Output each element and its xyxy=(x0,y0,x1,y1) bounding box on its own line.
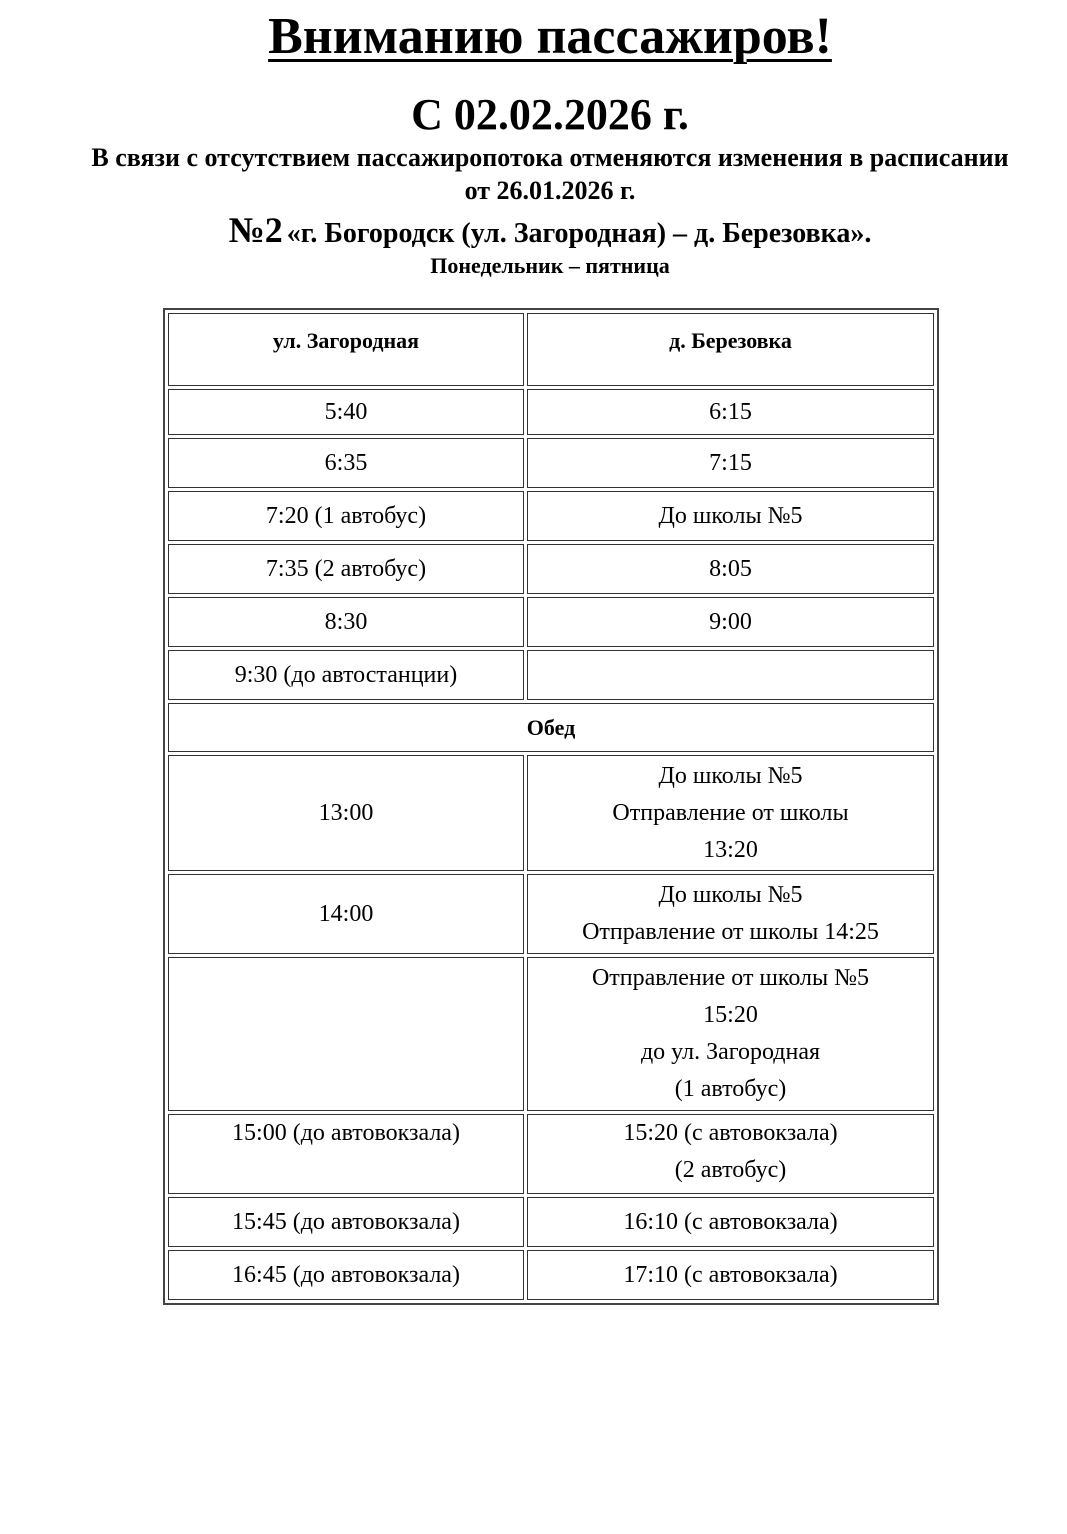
cell-line: (2 автобус) xyxy=(674,1157,787,1183)
route-number: №2 xyxy=(228,210,283,250)
cell-right xyxy=(527,389,934,435)
cell-left xyxy=(168,755,524,871)
table-row xyxy=(168,957,934,1111)
cell-line: 16:10 (с автовокзала) xyxy=(623,1208,838,1235)
cell-left xyxy=(168,1250,524,1300)
cell-line: 13:00 xyxy=(318,799,374,826)
column-header-berezovka: д. Березовка xyxy=(527,313,934,386)
cell-right xyxy=(527,1114,934,1194)
cell-left xyxy=(168,650,524,700)
table-row xyxy=(168,597,934,647)
cell-line: До школы №5 xyxy=(658,882,803,908)
cell-line: 16:45 (до автовокзала) xyxy=(232,1261,460,1288)
cell-right xyxy=(527,874,934,954)
cell-right xyxy=(527,957,934,1111)
cell-right xyxy=(527,491,934,541)
cell-right xyxy=(527,544,934,594)
cell-line: 15:00 (до автовокзала) xyxy=(232,1120,460,1146)
cell-left xyxy=(168,957,524,1111)
notice-text: В связи с отсутствием пассажиропотока отменяются изменения в расписании от 26.01.2026 г. xyxy=(91,143,1009,205)
table-row xyxy=(168,491,934,541)
cell-left xyxy=(168,389,524,435)
table-row xyxy=(168,874,934,954)
lunch-row xyxy=(168,703,934,752)
cell-line: 14:00 xyxy=(318,900,374,927)
cell-line: До школы №5 xyxy=(658,762,803,789)
cell-line: 7:15 xyxy=(709,449,752,476)
cell-line: 15:20 (с автовокзала) xyxy=(623,1120,838,1146)
column-header-zagorodnaya: ул. Загородная xyxy=(168,313,524,386)
table-row xyxy=(168,650,934,700)
cell-line: 8:05 xyxy=(709,555,752,582)
cell-line: до ул. Загородная xyxy=(640,1039,821,1065)
cell-left xyxy=(168,438,524,488)
cell-line: Отправление от школы №5 xyxy=(591,965,870,991)
service-days: Понедельник – пятница xyxy=(430,253,670,278)
cell-line: 9:30 (до автостанции) xyxy=(234,661,458,688)
cell-left xyxy=(168,874,524,954)
cell-left xyxy=(168,597,524,647)
route-name: «г. Богородск (ул. Загородная) – д. Березовка». xyxy=(286,218,872,249)
cell-line: 7:20 (1 автобус) xyxy=(265,502,427,529)
cell-left xyxy=(168,1114,524,1194)
cell-left xyxy=(168,1197,524,1247)
table-row xyxy=(168,438,934,488)
cell-line: 6:35 xyxy=(324,449,368,476)
table-row xyxy=(168,1114,934,1194)
table-row xyxy=(168,755,934,871)
cell-line: 17:10 (с автовокзала) xyxy=(623,1261,838,1288)
table-header-row xyxy=(168,313,934,386)
table-row xyxy=(168,1250,934,1300)
cell-line: 8:30 xyxy=(324,608,368,635)
cell-right xyxy=(527,1250,934,1300)
cell-right xyxy=(527,1197,934,1247)
cell-right xyxy=(527,650,934,700)
cell-line: 15:45 (до автовокзала) xyxy=(232,1208,460,1235)
cell-line: 5:40 xyxy=(324,398,368,425)
cell-line: 6:15 xyxy=(709,398,752,425)
cell-left xyxy=(168,544,524,594)
cell-line: До школы №5 xyxy=(658,502,803,529)
cell-line: 9:00 xyxy=(709,608,752,635)
table-row xyxy=(168,544,934,594)
effective-date: С 02.02.2026 г. xyxy=(411,90,689,139)
cell-left xyxy=(168,491,524,541)
timetable xyxy=(163,308,939,1305)
cell-line: Отправление от школы 14:25 xyxy=(582,919,879,945)
cell-line: (1 автобус) xyxy=(674,1076,787,1102)
cell-right xyxy=(527,755,934,871)
cell-right xyxy=(527,597,934,647)
table-row xyxy=(168,1197,934,1247)
cell-line: 7:35 (2 автобус) xyxy=(265,555,427,582)
table-row xyxy=(168,389,934,435)
cell-line: Отправление от школы xyxy=(612,799,849,826)
cell-line: 13:20 xyxy=(703,836,758,863)
cell-line: 15:20 xyxy=(703,1002,758,1028)
lunch-label: Обед xyxy=(168,703,934,752)
page-title: Вниманию пассажиров! xyxy=(268,8,832,65)
cell-right xyxy=(527,438,934,488)
